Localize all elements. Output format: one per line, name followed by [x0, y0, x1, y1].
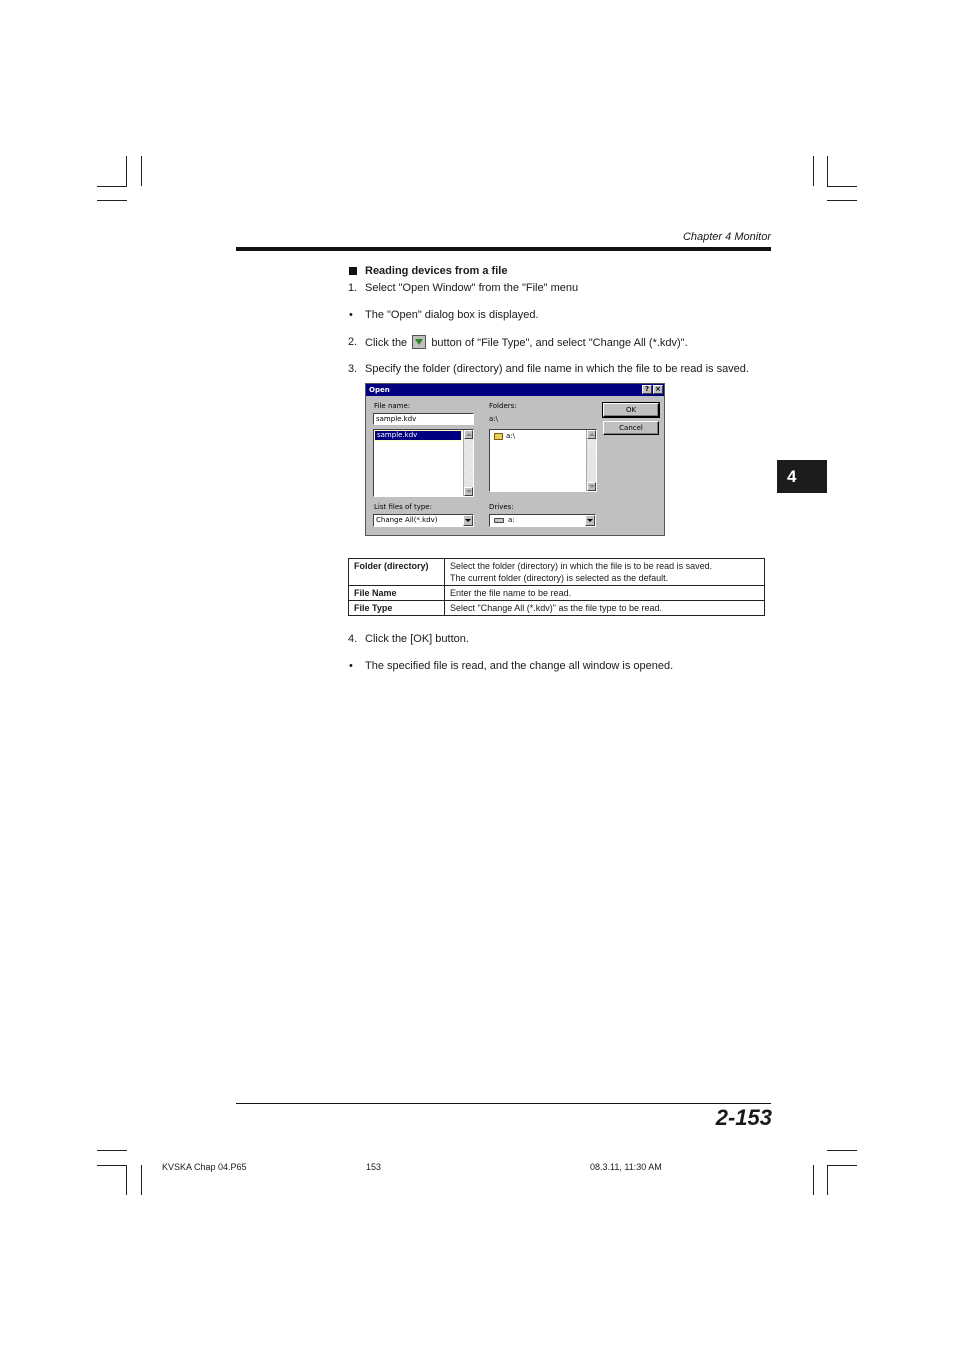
step-number: 3. [348, 363, 358, 375]
crop-mark [827, 1165, 857, 1166]
scroll-up-icon[interactable] [587, 430, 596, 439]
folder-tree[interactable] [489, 429, 597, 492]
page-number: 2-153 [715, 1105, 772, 1130]
drive-icon [494, 518, 504, 523]
crop-mark [827, 1150, 857, 1151]
bullet-text: The "Open" dialog box is displayed. [365, 309, 539, 321]
chapter-header: Chapter 4 Monitor [682, 231, 771, 243]
folders-path: a:\ [489, 415, 499, 423]
scroll-down-icon[interactable] [464, 487, 473, 496]
drives-select[interactable] [489, 514, 596, 527]
bullet-text: The specified file is read, and the change all window is opened. [365, 660, 674, 672]
table-value: Select "Change All (*.kdv)" as the file type to be read. [445, 601, 765, 616]
file-name-input[interactable]: sample.kdv [373, 413, 474, 425]
file-name-label: File name: [374, 402, 411, 410]
step-text: Specify the folder (directory) and file name in which the file to be read is saved. [365, 363, 749, 375]
crop-mark [827, 186, 857, 187]
open-dialog [365, 383, 665, 536]
scroll-up-icon[interactable] [464, 430, 473, 439]
crop-mark [141, 1165, 142, 1195]
header-rule [236, 247, 771, 251]
file-list-scrollbar[interactable] [463, 430, 473, 496]
settings-table [348, 558, 765, 616]
step-text-post: button of "File Type", and select "Change All (*.kdv)". [431, 337, 688, 349]
scroll-down-icon[interactable] [587, 482, 596, 491]
bullet: • [349, 309, 353, 321]
folder-tree-item[interactable]: a:\ [506, 432, 516, 440]
crop-mark [126, 1165, 127, 1195]
step-text [365, 335, 688, 350]
section-heading: Reading devices from a file [365, 265, 508, 277]
dropdown-arrow-icon [412, 335, 426, 349]
folder-tree-scrollbar[interactable] [586, 430, 596, 491]
crop-mark [126, 156, 127, 186]
crop-mark [97, 200, 127, 201]
chapter-tab: 4 [777, 460, 827, 493]
crop-mark [827, 1165, 828, 1195]
file-list[interactable] [373, 429, 474, 497]
ok-button[interactable]: OK [603, 403, 659, 417]
chevron-down-icon[interactable] [585, 515, 595, 526]
footer-rule [236, 1103, 771, 1104]
crop-mark [141, 156, 142, 186]
table-value-line: The current folder (directory) is selected as the default. [450, 573, 669, 583]
table-value: Enter the file name to be read. [445, 586, 765, 601]
step-number: 2. [348, 336, 358, 348]
footer-date: 08.3.11, 11:30 AM [590, 1162, 662, 1172]
table-row [349, 586, 765, 601]
table-value [445, 559, 765, 586]
crop-mark [813, 1165, 814, 1195]
help-button[interactable]: ? [642, 385, 652, 394]
file-type-select[interactable] [373, 514, 474, 527]
crop-mark [813, 156, 814, 186]
folders-label: Folders: [489, 402, 517, 410]
table-key: File Type [349, 601, 445, 616]
chevron-down-icon[interactable] [463, 515, 473, 526]
drives-value: a: [508, 516, 515, 524]
dialog-title: Open [369, 386, 390, 394]
table-key: File Name [349, 586, 445, 601]
crop-mark [97, 186, 127, 187]
step-number: 4. [348, 633, 358, 645]
cancel-button[interactable]: Cancel [603, 421, 659, 435]
table-row [349, 601, 765, 616]
step-number: 1. [348, 282, 358, 294]
dialog-titlebar [366, 384, 664, 396]
table-row [349, 559, 765, 586]
open-folder-icon [494, 433, 503, 440]
crop-mark [97, 1150, 127, 1151]
step-text: Select "Open Window" from the "File" menu [365, 282, 579, 294]
footer-page: 153 [366, 1162, 382, 1172]
crop-mark [827, 200, 857, 201]
table-value-line: Select the folder (directory) in which the file is to be read is saved. [450, 561, 713, 571]
step-text: Click the [OK] button. [365, 633, 469, 645]
section-bullet-square [349, 267, 357, 275]
close-button[interactable]: × [653, 385, 663, 394]
footer-file: KVSKA Chap 04.P65 [162, 1162, 247, 1172]
table-key: Folder (directory) [349, 559, 445, 586]
crop-mark [97, 1165, 127, 1166]
step-text-pre: Click the [365, 337, 408, 349]
drives-label: Drives: [489, 503, 514, 511]
file-type-label: List files of type: [374, 503, 432, 511]
file-type-value: Change All(*.kdv) [376, 516, 438, 524]
bullet: • [349, 660, 353, 672]
file-list-item[interactable]: sample.kdv [375, 431, 461, 440]
crop-mark [827, 156, 828, 186]
